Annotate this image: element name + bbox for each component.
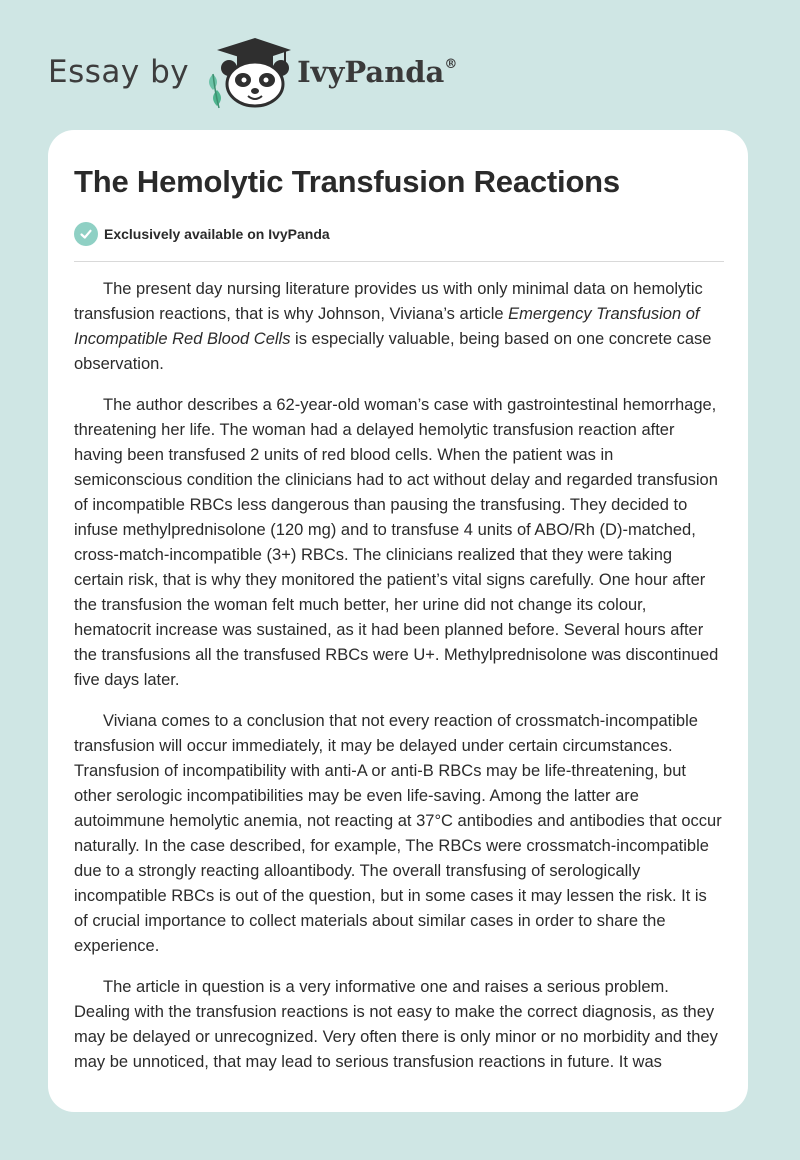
ivypanda-logo[interactable]	[203, 34, 457, 110]
article-title-citation: Emergency Transfusion of Incompatible Red Blood Cells	[74, 305, 700, 348]
paragraph-1: The present day nursing literature provides us with only minimal data on hemolytic transfusion reactions, that is why Johnson, Viviana’s article Emergency Transfusion of Incompatible Red Blood Cells is especially valuable, being based on one concrete case observation.	[74, 280, 712, 373]
paragraph-2: The author describes a 62-year-old woman’s case with gastrointestinal hemorrhage, threatening her life. The woman had a delayed hemolytic transfusion reaction after having been transfused 2 units of red blood cells. When the patient was in semiconscious condition the clinicians had to act without delay and regarded transfusion of incompatible RBCs less dangerous than pausing the transfusing. They decided to infuse methylprednisolone (120 mg) and to transfuse 4 units of ABO/Rh (D)-matched, cross-match-incompatible (3+) RBCs. The clinicians realized that they were taking certain risk, that is why they monitored the patient’s vital signs carefully. One hour after the transfusion the woman felt much better, her urine did not change its colour, hematocrit increase was sustained, as it had been planned before. Several hours after the transfusions all the transfused RBCs were U+. Methylprednisolone was discontinued five days later.	[74, 396, 719, 689]
essay-body	[74, 277, 724, 1091]
page-title: The Hemolytic Transfusion Reactions	[74, 164, 620, 199]
paragraph-4: The article in question is a very informative one and raises a serious problem. Dealing with the transfusion reactions is not easy to make the correct diagnosis, as they may be delayed or unrecognized. Very often there is only minor or no morbidity and they may be unnoticed, that may lead to serious transfusion reactions in future. It was	[74, 978, 718, 1071]
check-circle-icon	[74, 222, 98, 246]
site-header	[48, 34, 457, 110]
exclusive-label: Exclusively available on IvyPanda	[104, 226, 330, 242]
paragraph-3: Viviana comes to a conclusion that not every reaction of crossmatch-incompatible transfusion will occur immediately, it may be delayed under certain circumstances. Transfusion of incompatibility with anti-A or anti-B RBCs may be life-threatening, but other serologic incompatibilities may be even life-saving. Among the latter are autoimmune hemolytic anemia, not reacting at 37°C antibodies and antibodies that occur naturally. In the case described, for example, The RBCs were crossmatch-incompatible due to a strongly reacting alloantibody. The overall transfusing of serologically incompatible RBCs is out of the question, but in some cases it may lessen the risk. It is of crucial importance to collect materials about similar cases in order to share the experience.	[74, 712, 722, 955]
brand-name: IvyPanda®	[297, 55, 458, 89]
exclusive-badge	[74, 222, 330, 246]
divider	[74, 261, 724, 262]
panda-mascot-icon	[203, 34, 293, 110]
essay-card	[48, 130, 748, 1112]
essay-by-label: Essay by	[48, 54, 190, 90]
